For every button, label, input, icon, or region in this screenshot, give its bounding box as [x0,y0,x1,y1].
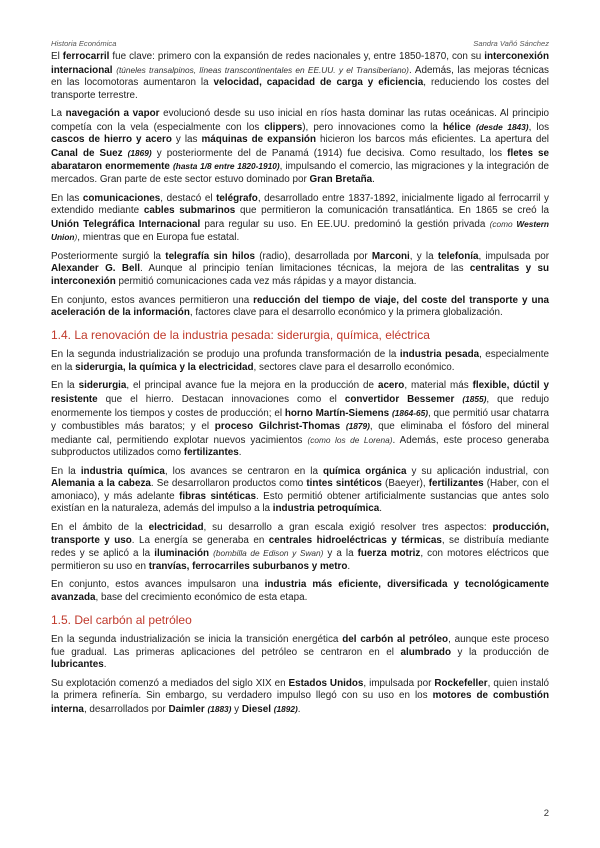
text-run: , aunque este proceso fue gradual. Las primeras aplicaciones del petróleo se centraron en el [51,633,549,658]
text-run: y la producción de [451,646,549,658]
text-run: hicieron los barcos más eficientes. La apertura del [316,134,550,146]
text-run: , base del crecimiento económico de esta etapa. [95,591,308,603]
emphasis-run: telefonía [437,250,479,262]
emphasis-run: motores de combustión interna [51,690,549,715]
text-run: . Además, este proceso generaba subproductos utilizados como [51,434,550,459]
text-run: En las [51,192,83,204]
text-run: que permitieron la comunicación transatlántica. En 1865 se creó la [235,205,549,217]
text-run: En la [51,380,79,392]
text-run: y posteriormente del de Panamá (1914) fue decisiva. Como resultado, los [151,147,508,159]
emphasis-run: (1883) [207,703,232,714]
paragraph-telegrafia-telefonia [51,251,549,289]
emphasis-run: (desde 1843) [475,121,529,132]
emphasis-run: tranvías, ferrocarriles suburbanos y metro [148,560,348,572]
emphasis-run: acero [377,380,405,392]
emphasis-run: (hasta 1/8 entre 1820-1910) [172,161,280,172]
emphasis-run: (como los de Lorena) [307,434,393,445]
text-run: En la segunda industrialización se produjo una profunda transformación de la [51,349,400,361]
emphasis-run: industria más eficiente, diversificada y tecnológicamente avanzada [51,579,549,603]
text-run: , impulsada por [478,250,550,262]
emphasis-run: navegación a vapor [65,108,160,120]
emphasis-run: cables submarinos [143,205,236,217]
emphasis-run: telégrafo [216,192,258,204]
emphasis-run: Alexander G. Bell [51,263,140,275]
text-run: . Además, las mejoras técnicas en las locomotoras aumentaron la [51,64,549,89]
emphasis-run: siderurgia [78,380,127,392]
text-run: , destacó el [160,192,217,204]
paragraph-industria-quimica [51,466,549,516]
emphasis-run: (túneles transalpinos, líneas transcontinentales en EE.UU. y el Transiberiano) [116,64,409,75]
emphasis-run: Rockefeller [434,677,488,689]
emphasis-run: (1864-65) [392,407,428,418]
text-run: fue clave: primero con la expansión de redes nacionales y, entre 1850-1870, con su [109,51,485,62]
text-run: . [103,659,107,671]
emphasis-run: Estados Unidos [288,677,364,689]
paragraph-siderurgia [51,380,549,459]
text-run: En el ámbito de la [51,522,149,534]
paragraph-conjunto-industria [51,579,549,604]
text-run: , que redujo enormemente los tiempos y costes de producción; el [51,394,549,419]
text-run: (radio), desarrollada por [255,250,372,262]
text-run: (Haber, con el amoniaco), y más adelante [51,478,549,502]
text-run: y [231,703,242,715]
paragraph-explotacion-petroleo [51,678,549,717]
emphasis-run: velocidad, capacidad de carga y eficiencia [213,77,424,89]
emphasis-run: ) [74,232,78,243]
text-run: La [51,108,66,120]
emphasis-run: Marconi [371,250,410,262]
emphasis-run: (1892) [273,703,298,714]
emphasis-run: Gran Bretaña [309,174,373,186]
emphasis-run: horno Martín-Siemens [284,407,390,419]
emphasis-run: clippers [264,121,303,133]
text-run: , que permitió usar chatarra y combustibles más baratos; y el [51,407,550,433]
text-run: , los avances se centraron en la [164,465,323,477]
emphasis-run: tintes sintéticos [306,478,382,490]
emphasis-run: máquinas de expansión [201,134,316,146]
emphasis-run: (como [489,218,517,229]
emphasis-run: (1855) [462,394,487,404]
paragraph-navegacion-vapor [51,108,549,186]
text-run: que el hierro. Destacan innovaciones como el [97,394,345,405]
text-run: , y la [409,250,438,262]
emphasis-run: reducción del tiempo de viaje, del coste del transporte y una aceleración de la información [51,294,549,319]
text-run: (Baeyer), [381,478,429,490]
text-run: , especialmente en la [51,349,549,373]
emphasis-run: fuerza motriz [357,548,421,560]
text-run: y las [171,134,202,146]
text-run: , el principal avance fue la mejora en la producción de [126,380,378,392]
emphasis-run: lubricantes [51,659,104,671]
text-run: , con motores eléctricos que permitieron su uso en [51,548,549,572]
paragraph-telegrafo [51,193,549,245]
text-run: . Se desarrollaron productos como [150,478,307,490]
emphasis-run: producción, transporte y uso [51,522,549,546]
text-run: , mientras que en Europa fue estatal. [77,232,240,244]
text-run: evolucionó desde su uso inicial en ríos hasta dominar las rutas oceánicas. Al principio competía con la vela (especialmente con los [51,108,550,133]
text-run: , impulsando el comercio, las migraciones y la integración de mercados. Gran parte de este sector estuvo dominado por [51,161,549,186]
emphasis-run: centralitas y su interconexión [51,263,549,288]
paragraph-ferrocarril [51,51,549,102]
section-heading-carbon-petroleo: 1.5. Del carbón al petróleo [51,612,192,627]
emphasis-run: fletes se abarataron enormemente [51,147,549,173]
text-run: , quien instaló la primera refinería. Sin embargo, su verdadero impulso llegó con su uso en los [51,677,550,702]
paragraph-industria-pesada-intro [51,349,549,374]
emphasis-run: hélice [442,121,471,133]
emphasis-run: alumbrado [400,646,451,658]
paragraph-conjunto-transporte [51,295,549,320]
text-run: , los [528,121,550,133]
text-run: y a la [323,548,358,560]
text-run: En conjunto, estos avances impulsaron una [51,579,265,591]
text-run: En la [51,465,81,477]
emphasis-run: (1879) [345,421,370,432]
text-run: . La energía se generaba en [131,534,269,546]
emphasis-run: electricidad [148,522,204,534]
section-heading-industria-pesada: 1.4. La renovación de la industria pesada: siderurgia, química, eléctrica [51,328,430,343]
emphasis-run: telegrafía sin hilos [165,250,255,262]
header-author: Sandra Vañó Sánchez [473,39,549,48]
text-run: , material más [404,380,473,392]
document-body [51,51,549,722]
text-run: ), pero innovaciones como la [302,121,443,133]
text-run: En la segunda industrialización se inicia la transición energética [51,633,343,645]
emphasis-run: fertilizantes [428,478,484,490]
text-run: El [51,51,63,62]
text-run: , desarrollados por [83,703,169,715]
text-run: . [372,174,375,186]
emphasis-run: industria química [80,465,165,477]
emphasis-run: comunicaciones [82,192,161,204]
emphasis-run: del carbón al petróleo [342,633,449,645]
text-run: . Esto permitió obtener artificialmente sustancias que antes solo existían en la naturaleza, además del impulso a la [51,490,549,515]
text-run: , desarrollado entre 1837-1892, inicialmente ligado al ferrocarril y extendido mediante [51,192,549,217]
text-run: . Aunque al principio tenían limitaciones técnicas, la mejora de las [139,263,470,275]
text-run: . [347,560,351,572]
text-run: , factores clave para el desarrollo económico y la primera globalización. [189,307,503,319]
emphasis-run: Western Union [51,218,549,243]
emphasis-run: industria petroquímica [272,503,380,515]
text-run: . [238,447,242,459]
emphasis-run: fibras sintéticas [179,490,256,502]
text-run: En conjunto, estos avances permitieron una [51,294,254,306]
emphasis-run: proceso Gilchrist-Thomas [214,421,341,433]
emphasis-run: Unión Telegráfica Internacional [51,218,201,230]
emphasis-run: Alemania a la cabeza [51,478,151,490]
emphasis-run: química orgánica [322,465,407,477]
text-run: , reduciendo los costes del transporte terrestre. [51,77,549,101]
emphasis-run: convertidor Bessemer [344,394,455,405]
emphasis-run: industria pesada [399,349,480,361]
paragraph-transicion-energetica [51,634,549,672]
page-number: 2 [543,808,549,819]
emphasis-run: centrales hidroeléctricas y térmicas [268,534,442,546]
text-run: , impulsada por [363,677,435,689]
text-run: , sectores clave para el desarrollo económico. [253,361,455,373]
text-run: , que eliminaba el fósforo del mineral mediante cal, permitiendo explotar nuevos yacimientos [51,421,549,446]
text-run: . [379,503,382,515]
text-run: y su aplicación industrial, con [406,465,550,477]
emphasis-run: flexible, dúctil y resistente [51,380,549,405]
emphasis-run: Canal de Suez [51,147,123,159]
emphasis-run: (bombilla de Edison y Swan) [213,548,324,559]
text-run: Posteriormente surgió la [51,250,166,262]
emphasis-run: fertilizantes [183,447,239,459]
text-run: , su desarrollo a gran escala exigió resolver tres aspectos: [203,522,493,534]
emphasis-run: iluminación [154,548,210,560]
text-run: para regular su uso. En EE.UU. predominó la gestión privada [200,218,490,230]
emphasis-run: ferrocarril [62,51,110,62]
text-run: , se distribuía mediante redes y se aplicó a la [51,534,550,560]
text-run: Su explotación comenzó a mediados del siglo XIX en [51,677,289,689]
paragraph-electricidad [51,522,549,573]
text-run: . [297,703,301,715]
emphasis-run: interconexión internacional [51,51,549,76]
emphasis-run: Diesel [241,703,271,715]
emphasis-run: Daimler [168,703,205,715]
emphasis-run: (1869) [127,147,152,158]
emphasis-run: siderurgia, la química y la electricidad [75,361,254,373]
text-run: permitió comunicaciones cada vez más rápidas y a mayor distancia. [115,276,417,288]
emphasis-run: cascos de hierro y acero [51,134,172,146]
header-course-title: Historia Económica [51,39,117,48]
